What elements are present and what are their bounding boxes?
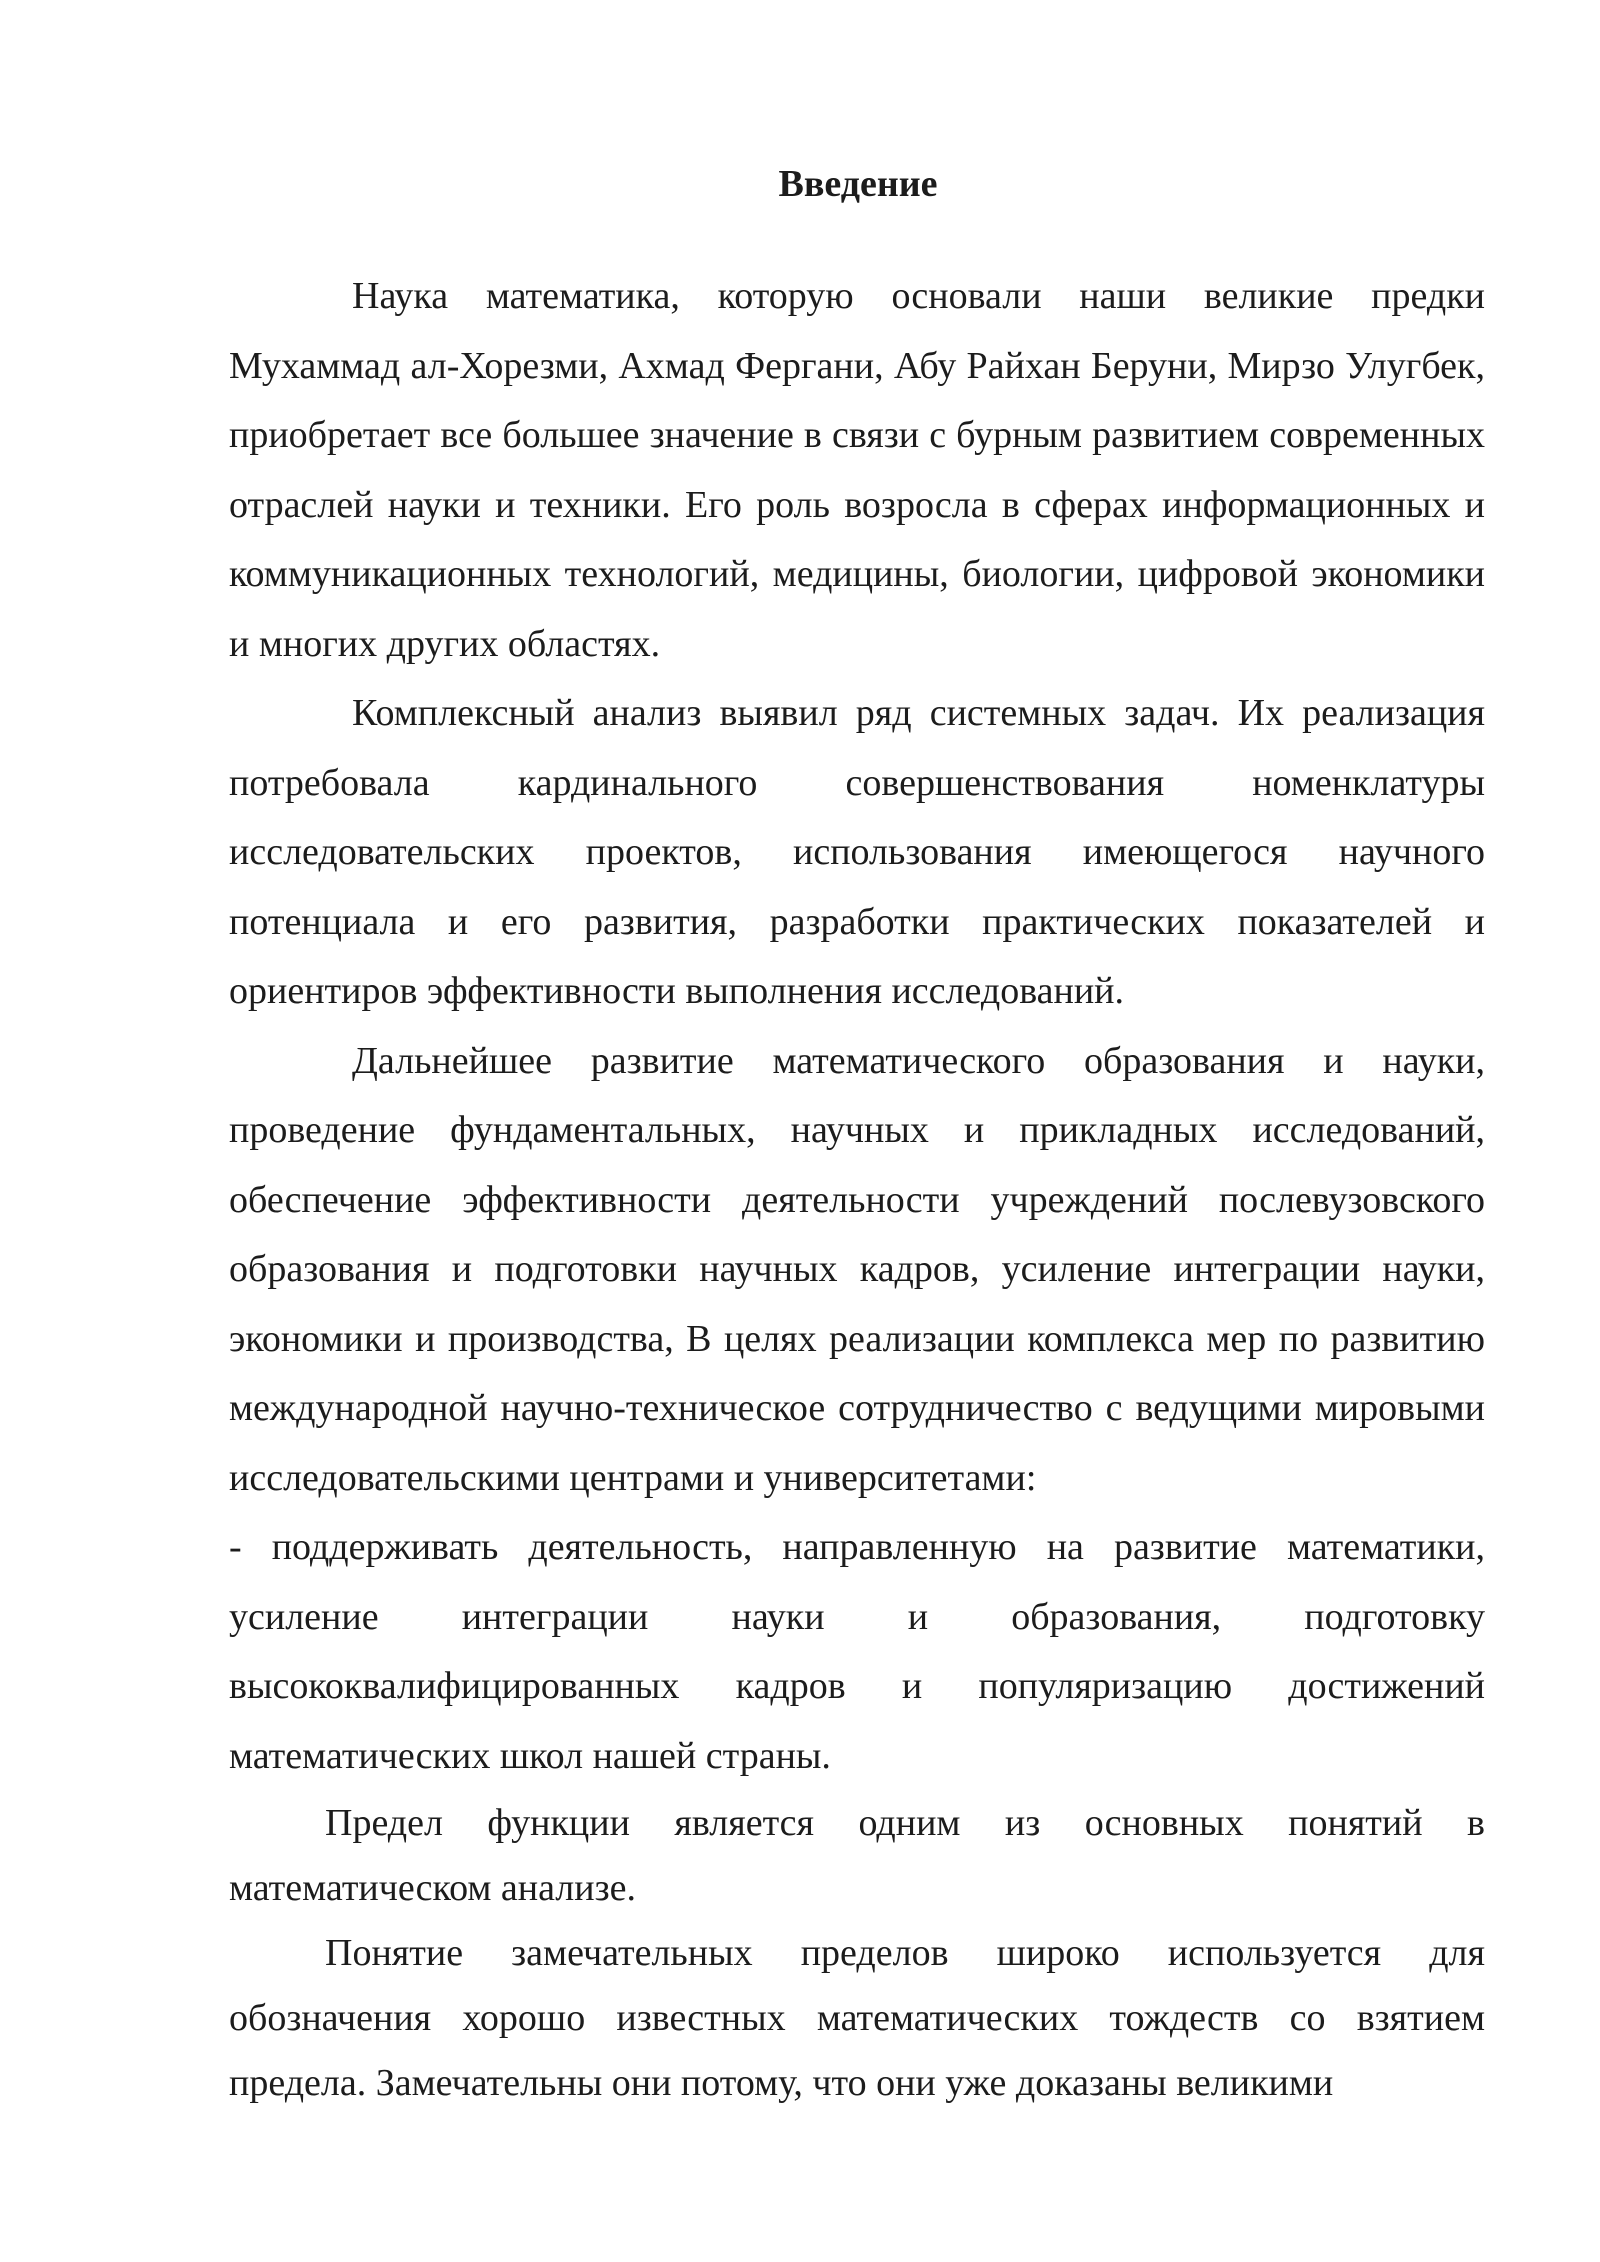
- paragraph-remarkable-limits: Понятие замечательных пределов широко используется для обозначения хорошо известных математических тождеств со взятием предела. Замечательны они потому, что они уже доказаны великими: [229, 1932, 1485, 2104]
- document-body: [229, 262, 1485, 2116]
- paragraph-intro: Наука математика, которую основали наши великие предки Мухаммад ал-Хорезми, Ахмад Фергани, Абу Райхан Беруни, Мирзо Улугбек, приобретает все большее значение в связи с бурным развитием современных отраслей науки и техники. Его роль возросла в сферах информационных и коммуникационных технологий, медицины, биологии, цифровой экономики и многих других областях.: [229, 275, 1485, 665]
- paragraph-further-development: Дальнейшее развитие математического образования и науки, проведение фундаментальных, научных и прикладных исследований, обеспечение эффективности деятельности учреждений послевузовского образования и подготовки научных кадров, усиление интеграции науки, экономики и производства, В целях реализации комплекса мер по развитию международной научно-техническое сотрудничество с ведущими мировыми исследовательскими центрами и университетами:: [229, 1039, 1485, 1499]
- paragraph-function-limit: Предел функции является одним из основных понятий в математическом анализе.: [229, 1802, 1485, 1909]
- paragraph-list-item: - поддерживать деятельность, направленную на развитие математики, усиление интеграции науки и образования, подготовку высококвалифицированных кадров и популяризацию достижений математических школ нашей страны.: [229, 1526, 1485, 1777]
- paragraph-complex-analysis: Комплексный анализ выявил ряд системных задач. Их реализация потребовала кардинального совершенствования номенклатуры исследовательских проектов, использования имеющегося научного потенциала и его развития, разработки практических показателей и ориентиров эффективности выполнения исследований.: [229, 692, 1485, 1012]
- page-title: Введение: [778, 163, 938, 205]
